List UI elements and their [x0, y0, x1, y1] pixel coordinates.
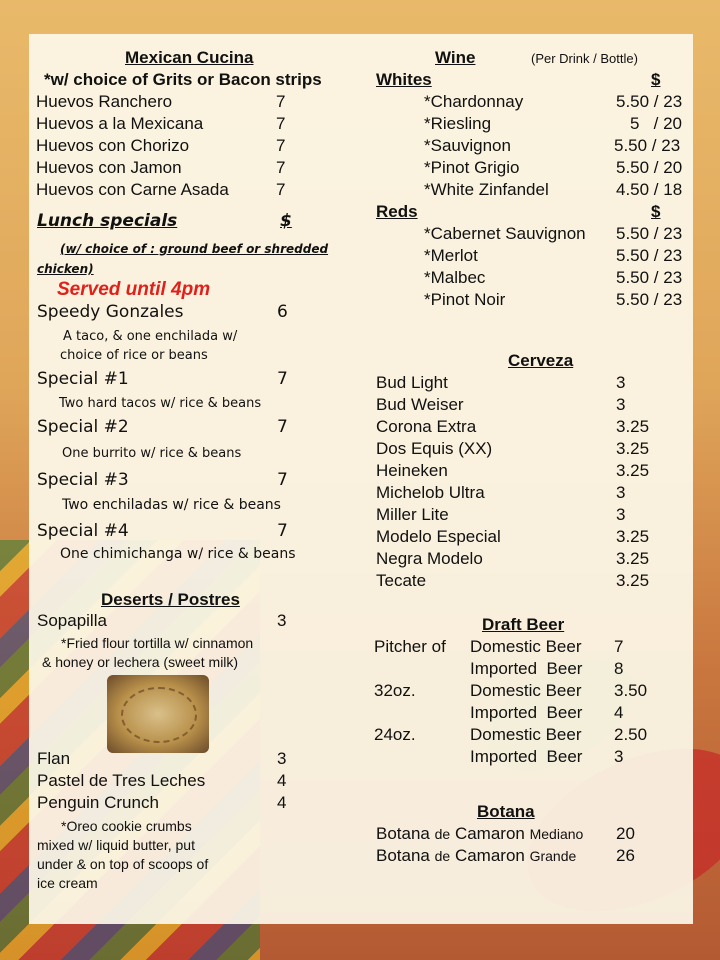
wine-price: 4.50 / 18 — [616, 180, 683, 199]
lunch-item-price: 7 — [277, 521, 288, 541]
wine-title: Wine — [435, 48, 476, 67]
item-price: 7 — [276, 158, 286, 177]
draft-price: 3.50 — [614, 681, 648, 700]
draft-type: Imported Beer — [470, 703, 583, 722]
penguin-desc: ice cream — [37, 875, 98, 891]
lunch-choice-line2: chicken) — [37, 262, 94, 276]
item-price: 7 — [276, 136, 286, 155]
beer-name: Tecate — [376, 571, 427, 590]
wine-name: *Cabernet Sauvignon — [424, 224, 586, 243]
item-name: Huevos Ranchero — [36, 92, 173, 111]
lunch-item-desc: A taco, & one enchilada w/ — [63, 329, 238, 344]
botana-word: Botana — [376, 824, 430, 843]
mexican-cucina-note: *w/ choice of Grits or Bacon strips — [44, 70, 322, 89]
draft-title: Draft Beer — [482, 615, 565, 634]
wine-name: *Pinot Grigio — [424, 158, 520, 177]
botana-word: Botana — [376, 846, 430, 865]
served-until-label: Served until 4pm — [57, 279, 211, 300]
beer-name: Bud Light — [376, 373, 448, 392]
wine-price: 5.50 / 23 — [616, 246, 683, 265]
draft-type: Domestic Beer — [470, 725, 582, 744]
menu-panel — [29, 34, 693, 924]
botana-word: Camaron — [454, 824, 525, 843]
reds-label: Reds — [376, 202, 418, 221]
desert-item-name: Sopapilla — [37, 611, 107, 630]
wine-price: 5.50 / 23 — [616, 92, 683, 111]
cerveza-title: Cerveza — [508, 351, 574, 370]
desert-item-name: Penguin Crunch — [37, 793, 159, 812]
beer-name: Negra Modelo — [376, 549, 483, 568]
penguin-desc: mixed w/ liquid butter, put — [37, 837, 195, 853]
wine-name: *White Zinfandel — [424, 180, 549, 199]
lunch-item-name: Special #1 — [37, 369, 129, 389]
wine-name: *Malbec — [424, 268, 486, 287]
desert-item-price: 3 — [277, 749, 287, 768]
beer-name: Corona Extra — [376, 417, 477, 436]
lunch-specials-title: Lunch specials — [37, 211, 178, 231]
item-price: 7 — [276, 92, 286, 111]
wine-note: (Per Drink / Bottle) — [531, 51, 638, 66]
beer-price: 3.25 — [616, 461, 650, 480]
beer-name: Bud Weiser — [376, 395, 464, 414]
lunch-currency: $ — [280, 211, 292, 231]
item-name: Huevos con Jamon — [36, 158, 182, 177]
penguin-desc: under & on top of scoops of — [37, 856, 209, 872]
lunch-item-name: Special #3 — [37, 470, 129, 490]
botana-price: 20 — [616, 824, 635, 843]
beer-price: 3.25 — [616, 571, 650, 590]
desert-item-desc: *Fried flour tortilla w/ cinnamon — [61, 635, 254, 651]
lunch-item-desc: Two hard tacos w/ rice & beans — [59, 396, 262, 411]
desert-item-name: Flan — [37, 749, 71, 768]
beer-price: 3 — [616, 373, 626, 392]
item-name: Huevos a la Mexicana — [36, 114, 204, 133]
lunch-item-name: Speedy Gonzales — [37, 302, 184, 322]
botana-size: Grande — [529, 848, 577, 864]
lunch-item-price: 6 — [277, 302, 288, 322]
lunch-item-price: 7 — [277, 417, 288, 437]
desert-item-price: 4 — [277, 793, 287, 812]
deserts-title: Deserts / Postres — [101, 590, 240, 609]
mexican-cucina-title: Mexican Cucina — [125, 48, 254, 67]
beer-name: Michelob Ultra — [376, 483, 485, 502]
lunch-item-desc: Two enchiladas w/ rice & beans — [62, 497, 281, 513]
botana-word: de — [434, 848, 451, 864]
botana-word: de — [434, 826, 451, 842]
wine-name: *Sauvignon — [424, 136, 511, 155]
whites-currency: $ — [651, 70, 661, 89]
item-name: Huevos con Chorizo — [36, 136, 190, 155]
penguin-desc: *Oreo cookie crumbs — [61, 818, 192, 834]
lunch-item-name: Special #4 — [37, 521, 129, 541]
wine-price: 5.50 / 23 — [616, 290, 683, 309]
beer-price: 3 — [616, 505, 626, 524]
botana-item — [376, 846, 576, 866]
botana-price: 26 — [616, 846, 635, 865]
wine-price: 5.50 / 20 — [616, 158, 683, 177]
botana-word: Camaron — [454, 846, 525, 865]
draft-size: 32oz. — [374, 681, 416, 700]
draft-price: 4 — [614, 703, 624, 722]
wine-price: 5.50 / 23 — [614, 136, 681, 155]
desert-item-price: 4 — [277, 771, 287, 790]
lunch-item-price: 7 — [277, 470, 288, 490]
botana-title: Botana — [477, 802, 535, 821]
beer-price: 3.25 — [616, 549, 650, 568]
desert-item-price: 3 — [277, 611, 287, 630]
beer-name: Miller Lite — [376, 505, 449, 524]
lunch-item-price: 7 — [277, 369, 288, 389]
draft-size: Pitcher of — [374, 637, 446, 656]
beer-price: 3.25 — [616, 439, 650, 458]
lunch-item-name: Special #2 — [37, 417, 129, 437]
reds-currency: $ — [651, 202, 661, 221]
sopapilla-photo — [107, 675, 209, 753]
beer-price: 3 — [616, 395, 626, 414]
beer-price: 3.25 — [616, 527, 650, 546]
lunch-item-desc: One burrito w/ rice & beans — [62, 446, 242, 461]
lunch-item-desc: choice of rice or beans — [60, 348, 208, 363]
beer-name: Heineken — [376, 461, 448, 480]
beer-price: 3.25 — [616, 417, 650, 436]
lunch-item-desc: One chimichanga w/ rice & beans — [60, 546, 296, 562]
desert-item-name: Pastel de Tres Leches — [37, 771, 206, 790]
beer-name: Modelo Especial — [376, 527, 501, 546]
wine-name: *Riesling — [424, 114, 492, 133]
wine-price: 5 / 20 — [630, 114, 682, 133]
item-price: 7 — [276, 180, 286, 199]
wine-price: 5.50 / 23 — [616, 268, 683, 287]
beer-name: Dos Equis (XX) — [376, 439, 493, 458]
item-name: Huevos con Carne Asada — [36, 180, 229, 199]
whites-label: Whites — [376, 70, 432, 89]
wine-name: *Merlot — [424, 246, 478, 265]
botana-item — [376, 824, 583, 844]
item-price: 7 — [276, 114, 286, 133]
draft-price: 8 — [614, 659, 624, 678]
lunch-choice-line1: (w/ choice of : ground beef or shredded — [60, 242, 329, 256]
draft-price: 7 — [614, 637, 624, 656]
draft-type: Imported Beer — [470, 659, 583, 678]
beer-price: 3 — [616, 483, 626, 502]
draft-price: 2.50 — [614, 725, 648, 744]
draft-type: Domestic Beer — [470, 681, 582, 700]
wine-price: 5.50 / 23 — [616, 224, 683, 243]
desert-item-desc: & honey or lechera (sweet milk) — [42, 654, 239, 670]
draft-type: Domestic Beer — [470, 637, 582, 656]
wine-name: *Pinot Noir — [424, 290, 506, 309]
botana-size: Mediano — [529, 826, 584, 842]
draft-type: Imported Beer — [470, 747, 583, 766]
draft-price: 3 — [614, 747, 624, 766]
draft-size: 24oz. — [374, 725, 416, 744]
wine-name: *Chardonnay — [424, 92, 524, 111]
